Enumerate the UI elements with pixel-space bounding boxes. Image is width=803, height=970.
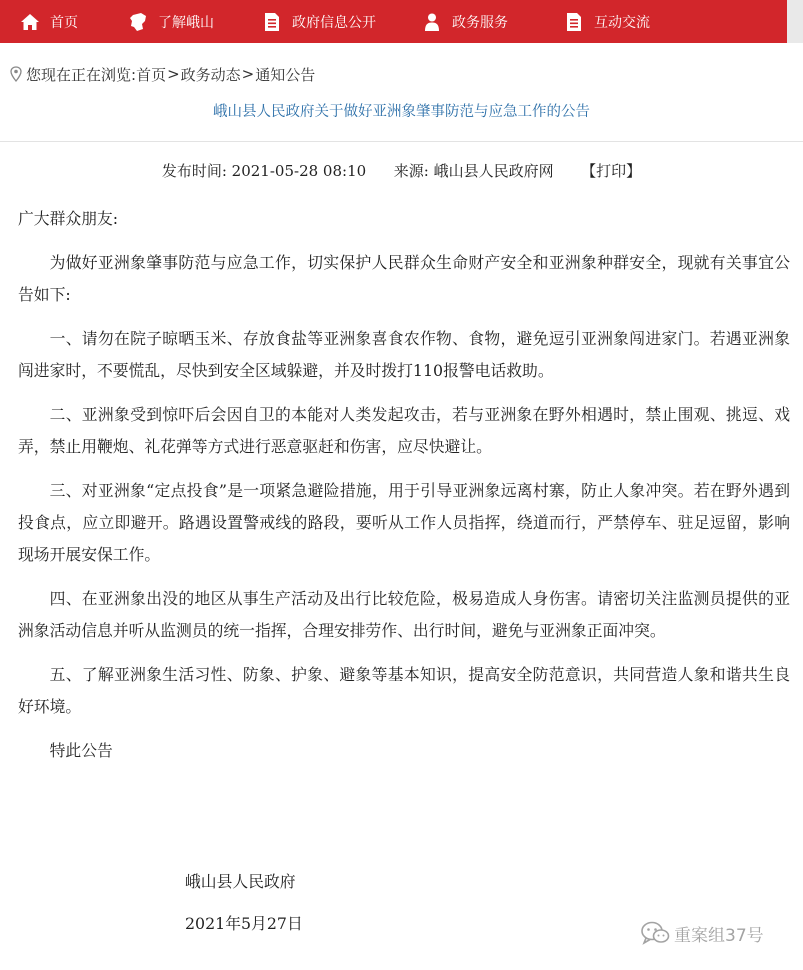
publish-date-label: 发布时间: [161, 162, 227, 180]
paragraph-item-2: 二、亚洲象受到惊吓后会因自卫的本能对人类发起攻击，若与亚洲象在野外相遇时，禁止围观、挑逗、戏弄，禁止用鞭炮、礼花弹等方式进行恶意驱赶和伤害，应尽快避让。 [18, 405, 790, 456]
paragraph-item-3: 三、对亚洲象“定点投食”是一项紧急避险措施，用于引导亚洲象远离村寨，防止人象冲突。若在野外遇到投食点，应立即避开。路遇设置警戒线的路段，要听从工作人员指挥，绕道而行，严禁停车、驻足逗留，影响现场开展安保工作。 [18, 481, 790, 564]
top-nav-bar [0, 0, 803, 43]
nav-item-about[interactable] [128, 0, 214, 43]
signature-date: 2021年5月27日 [185, 914, 303, 933]
user-icon [422, 12, 442, 32]
paragraph-intro: 为做好亚洲象肇事防范与应急工作，切实保护人民群众生命财产安全和亚洲象种群安全，现就有关事宜公告如下: [18, 253, 790, 304]
title-divider [0, 141, 803, 142]
source-value: 峨山县人民政府网 [433, 162, 554, 180]
paragraph-item-1: 一、请勿在院子晾晒玉米、存放食盐等亚洲象喜食农作物、食物，避免逗引亚洲象闯进家门。若遇亚洲象闯进家时，不要慌乱，尽快到安全区域躲避，并及时拨打110报警电话救助。 [18, 329, 790, 380]
document-icon [564, 12, 584, 32]
breadcrumb [10, 62, 315, 86]
article-meta [0, 160, 803, 181]
nav-item-label: 政府信息公开 [292, 14, 376, 31]
home-icon [20, 12, 40, 32]
breadcrumb-prefix: 您现在正在浏览: [26, 65, 137, 84]
nav-item-info-disclosure[interactable] [262, 0, 376, 43]
nav-item-label: 了解峨山 [158, 14, 214, 31]
breadcrumb-home[interactable]: 首页 [136, 65, 167, 84]
print-link[interactable]: 【打印】 [581, 162, 642, 180]
paragraph-item-5: 五、了解亚洲象生活习性、防象、护象、避象等基本知识，提高安全防范意识，共同营造人象和谐共生良好环境。 [18, 665, 790, 716]
greeting: 广大群众朋友: [18, 209, 119, 228]
nav-item-home[interactable] [20, 0, 78, 43]
signature: 峨山县人民政府 [185, 872, 296, 891]
wechat-icon [640, 920, 670, 946]
breadcrumb-separator: > [167, 65, 180, 83]
watermark [640, 920, 764, 946]
nav-edge [787, 0, 803, 43]
closing: 特此公告 [49, 741, 113, 760]
map-icon [128, 12, 148, 32]
nav-item-services[interactable] [422, 0, 508, 43]
publish-date-value: 2021-05-28 08:10 [231, 162, 367, 180]
document-icon [262, 12, 282, 32]
article-body [18, 203, 790, 767]
nav-item-label: 政务服务 [452, 14, 508, 31]
nav-item-label: 首页 [50, 14, 78, 31]
breadcrumb-separator: > [241, 65, 255, 83]
watermark-text: 重案组37号 [674, 925, 764, 946]
source-label: 来源: [393, 162, 429, 180]
breadcrumb-gov-news[interactable]: 政务动态 [180, 65, 241, 84]
nav-item-label: 互动交流 [594, 14, 650, 31]
breadcrumb-notices[interactable]: 通知公告 [255, 65, 316, 84]
nav-item-interaction[interactable] [564, 0, 650, 43]
article-title: 峨山县人民政府关于做好亚洲象肇事防范与应急工作的公告 [213, 104, 590, 120]
location-pin-icon [10, 66, 22, 82]
paragraph-item-4: 四、在亚洲象出没的地区从事生产活动及出行比较危险，极易造成人身伤害。请密切关注监测员提供的亚洲象活动信息并听从监测员的统一指挥，合理安排劳作、出行时间，避免与亚洲象正面冲突。 [18, 589, 790, 640]
